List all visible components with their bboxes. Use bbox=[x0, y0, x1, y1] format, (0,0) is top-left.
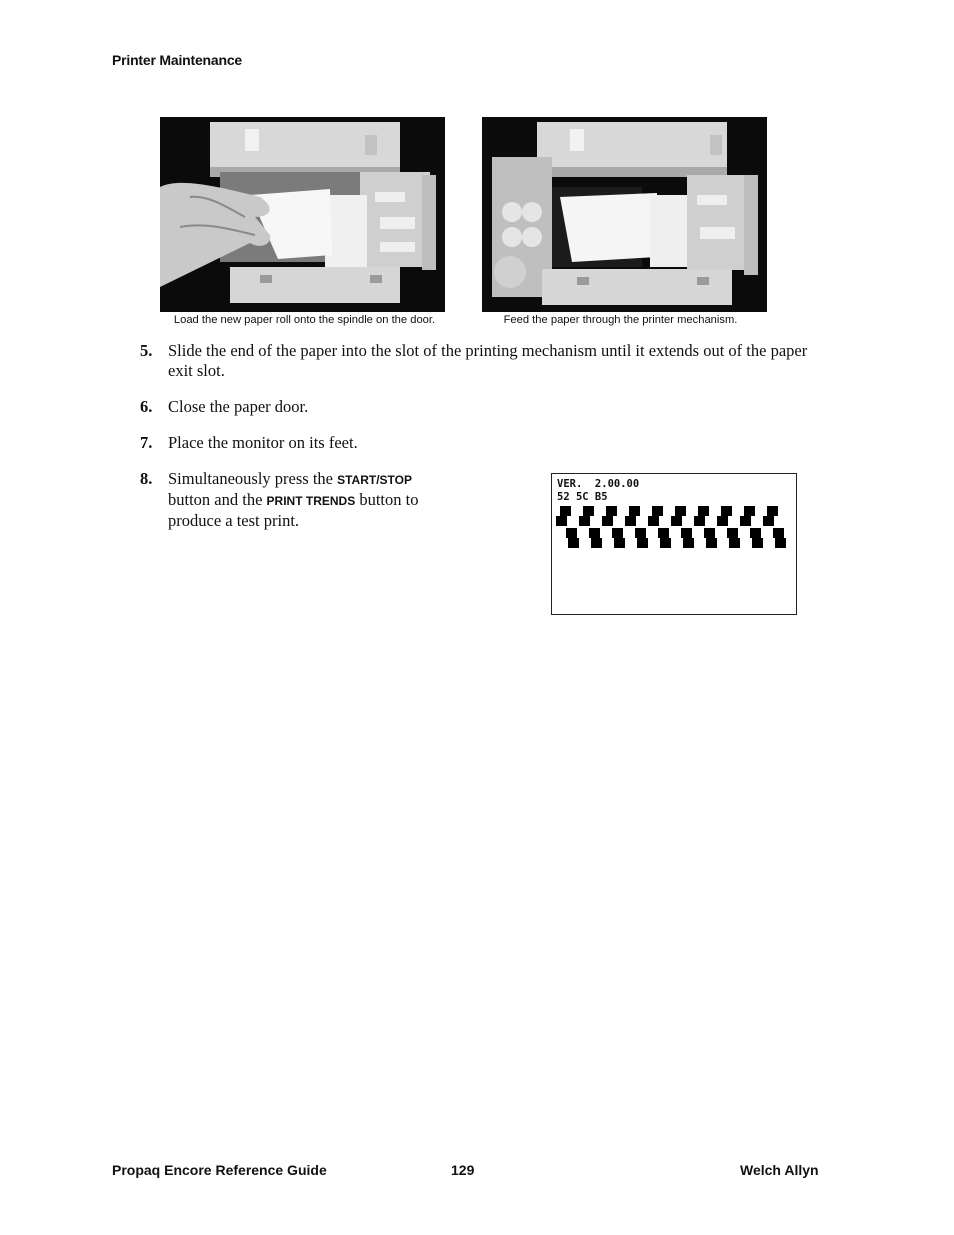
test-print-block bbox=[744, 506, 755, 516]
step-text: Close the paper door. bbox=[168, 397, 309, 416]
step-item bbox=[140, 341, 820, 383]
test-print-block bbox=[652, 506, 663, 516]
step-number: 5. bbox=[140, 341, 153, 360]
photo-loading-paper-roll bbox=[160, 117, 445, 312]
step-number: 7. bbox=[140, 433, 153, 452]
test-print-block bbox=[614, 538, 625, 548]
test-print-block bbox=[637, 538, 648, 548]
step-item bbox=[140, 433, 440, 455]
step-text bbox=[168, 469, 468, 531]
test-print-block bbox=[706, 538, 717, 548]
test-print-block bbox=[606, 506, 617, 516]
test-print-block bbox=[658, 528, 669, 538]
test-print-block bbox=[721, 506, 732, 516]
step-number: 8. bbox=[140, 469, 153, 488]
test-print-block bbox=[698, 506, 709, 516]
footer-company: Welch Allyn bbox=[740, 1162, 819, 1178]
test-print-block bbox=[750, 528, 761, 538]
test-print-version: VER. 2.00.00 bbox=[557, 478, 640, 490]
figure-caption: Feed the paper through the printer mechanism. bbox=[503, 314, 738, 326]
photo-feeding-paper bbox=[482, 117, 767, 312]
test-print-block bbox=[675, 506, 686, 516]
figure-caption: Load the new paper roll onto the spindle on the door. bbox=[173, 314, 436, 326]
print-trends-key-label: PRINT TRENDS bbox=[266, 494, 356, 508]
test-print-block bbox=[560, 506, 571, 516]
footer-title: Propaq Encore Reference Guide bbox=[112, 1162, 327, 1178]
test-print-block bbox=[773, 528, 784, 538]
test-print-codes: 52 5C B5 bbox=[557, 491, 608, 503]
step-text-part: Simultaneously press the bbox=[168, 469, 333, 488]
test-print-pattern bbox=[556, 504, 792, 554]
test-print-block bbox=[694, 516, 705, 526]
test-print-block bbox=[566, 528, 577, 538]
test-print-block bbox=[729, 538, 740, 548]
test-print-block bbox=[752, 538, 763, 548]
step-text-part: button to produce a test print. bbox=[168, 490, 419, 530]
test-print-block bbox=[625, 516, 636, 526]
section-header: Printer Maintenance bbox=[112, 52, 243, 68]
test-print-block bbox=[681, 528, 692, 538]
test-print-block bbox=[671, 516, 682, 526]
test-print-block bbox=[717, 516, 728, 526]
step-text-part: button and the bbox=[168, 490, 263, 509]
start-stop-key-label: START/STOP bbox=[337, 473, 413, 487]
test-print-block bbox=[727, 528, 738, 538]
test-print-block bbox=[683, 538, 694, 548]
test-print-block bbox=[612, 528, 623, 538]
step-item bbox=[140, 469, 480, 531]
test-print-block bbox=[635, 528, 646, 538]
test-print-block bbox=[629, 506, 640, 516]
test-print-block bbox=[648, 516, 659, 526]
test-print-block bbox=[589, 528, 600, 538]
test-print-block bbox=[767, 506, 778, 516]
test-print-block bbox=[660, 538, 671, 548]
test-print-block bbox=[583, 506, 594, 516]
step-item bbox=[140, 397, 440, 419]
test-print-block bbox=[591, 538, 602, 548]
test-print-block bbox=[556, 516, 567, 526]
step-text: Place the monitor on its feet. bbox=[168, 433, 358, 452]
test-print-block bbox=[568, 538, 579, 548]
page-number: 129 bbox=[451, 1162, 475, 1178]
test-print-sample bbox=[551, 473, 797, 615]
test-print-block bbox=[704, 528, 715, 538]
test-print-block bbox=[602, 516, 613, 526]
test-print-block bbox=[763, 516, 774, 526]
test-print-block bbox=[775, 538, 786, 548]
test-print-block bbox=[740, 516, 751, 526]
test-print-block bbox=[579, 516, 590, 526]
step-text: Slide the end of the paper into the slot of the printing mechanism until it extends out of the paper exit slot. bbox=[168, 341, 808, 380]
step-number: 6. bbox=[140, 397, 153, 416]
